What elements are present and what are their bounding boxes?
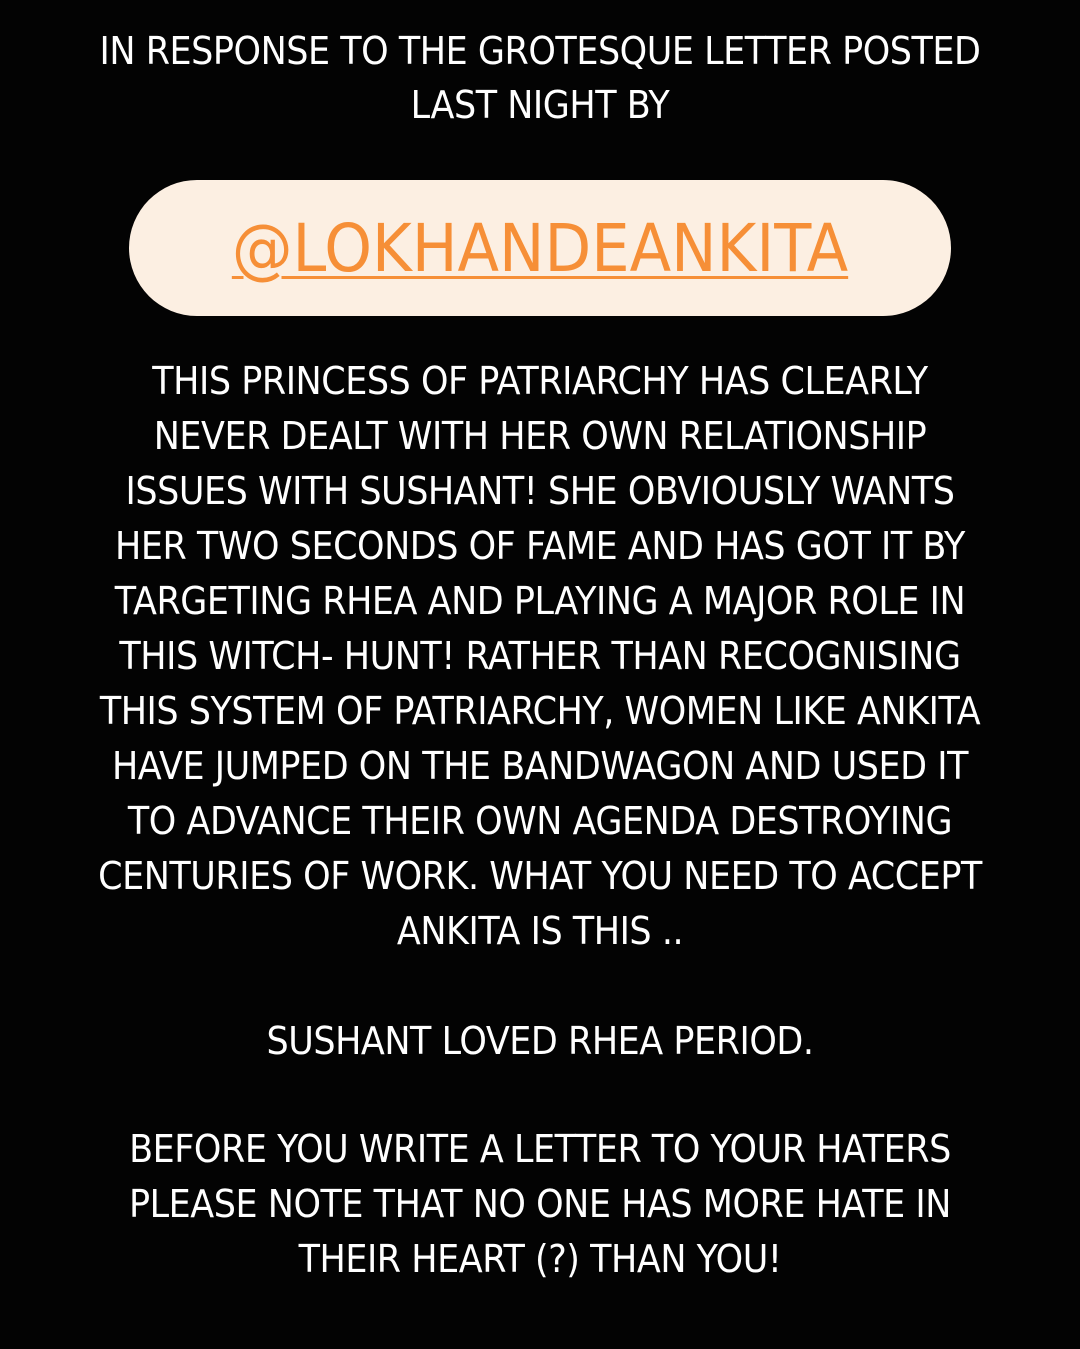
statement-line: SUSHANT LOVED RHEA PERIOD. <box>266 1019 814 1063</box>
body-line: THIS SYSTEM OF PATRIARCHY, WOMEN LIKE ANKITA <box>99 689 981 733</box>
body-line: ANKITA IS THIS .. <box>396 909 684 953</box>
body-line: TO ADVANCE THEIR OWN AGENDA DESTROYING <box>127 799 953 843</box>
intro-line: LAST NIGHT BY <box>410 83 670 127</box>
body-line: THIS PRINCESS OF PATRIARCHY HAS CLEARLY <box>152 359 928 403</box>
closing-line: PLEASE NOTE THAT NO ONE HAS MORE HATE IN <box>129 1182 951 1226</box>
body-line: TARGETING RHEA AND PLAYING A MAJOR ROLE IN <box>114 579 966 623</box>
intro-line: IN RESPONSE TO THE GROTESQUE LETTER POSTED <box>99 29 981 73</box>
body-line: THIS WITCH- HUNT! RATHER THAN RECOGNISING <box>119 634 961 678</box>
mention-link[interactable]: @LOKHANDEANKITA <box>231 210 849 287</box>
body-line: NEVER DEALT WITH HER OWN RELATIONSHIP <box>153 414 927 458</box>
mention-sticker[interactable] <box>129 180 951 316</box>
body-line: HAVE JUMPED ON THE BANDWAGON AND USED IT <box>111 744 969 788</box>
closing-line: BEFORE YOU WRITE A LETTER TO YOUR HATERS <box>129 1127 951 1171</box>
body-line: ISSUES WITH SUSHANT! SHE OBVIOUSLY WANTS <box>125 469 955 513</box>
closing-line: THEIR HEART (?) THAN YOU! <box>298 1237 782 1281</box>
body-line: HER TWO SECONDS OF FAME AND HAS GOT IT BY <box>115 524 965 568</box>
body-line: CENTURIES OF WORK. WHAT YOU NEED TO ACCEPT <box>98 854 982 898</box>
